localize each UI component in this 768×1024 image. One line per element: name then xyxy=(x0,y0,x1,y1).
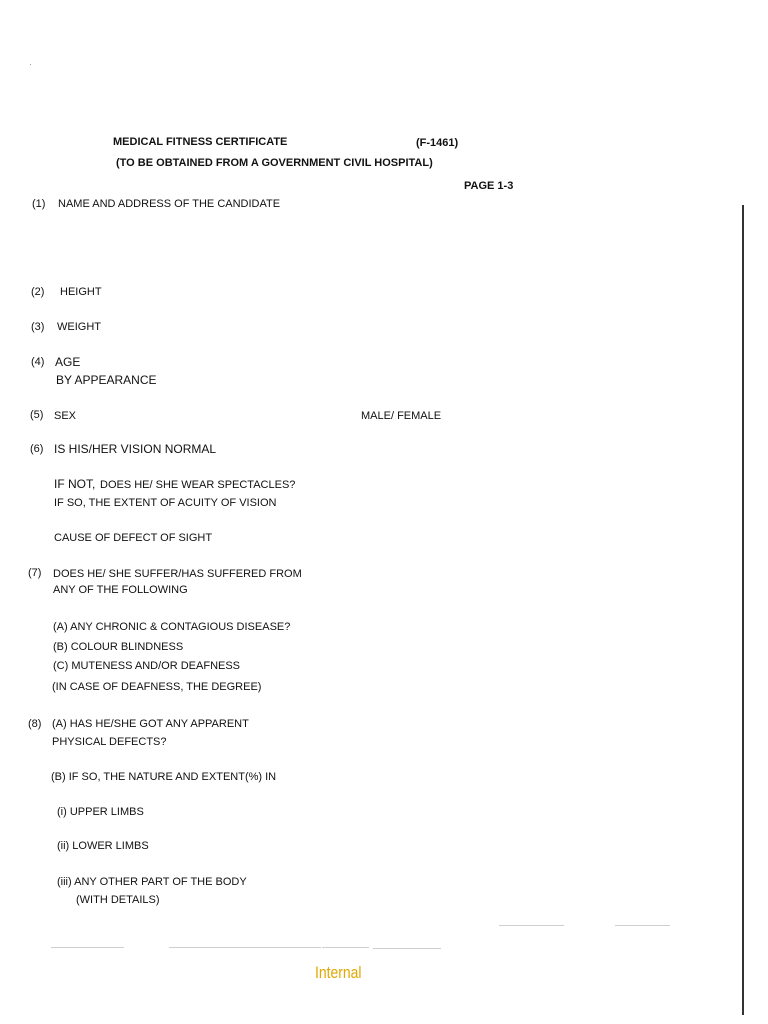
item-3-number: (3) xyxy=(31,321,45,333)
item-7-label: DOES HE/ SHE SUFFER/HAS SUFFERED FROM xyxy=(53,568,302,580)
blank-line xyxy=(322,947,369,948)
item-8-b: (B) IF SO, THE NATURE AND EXTENT(%) IN xyxy=(51,771,277,783)
item-2-label: HEIGHT xyxy=(60,286,102,298)
item-6-acuity: IF SO, THE EXTENT OF ACUITY OF VISION xyxy=(54,497,277,509)
right-border-line xyxy=(742,205,744,1015)
blank-line xyxy=(615,925,670,926)
item-7-number: (7) xyxy=(28,567,42,579)
item-7-c: (C) MUTENESS AND/OR DEAFNESS xyxy=(53,660,241,672)
item-8-iii-line2: (WITH DETAILS) xyxy=(76,894,160,906)
item-1-label: NAME AND ADDRESS OF THE CANDIDATE xyxy=(58,198,281,210)
item-6-cause: CAUSE OF DEFECT OF SIGHT xyxy=(54,532,213,544)
item-7-a: (A) ANY CHRONIC & CONTAGIOUS DISEASE? xyxy=(53,621,291,633)
item-7-label-line2: ANY OF THE FOLLOWING xyxy=(53,584,188,596)
blank-line xyxy=(499,925,564,926)
item-5-label: SEX xyxy=(54,410,77,422)
item-6-number: (6) xyxy=(30,443,44,455)
item-4-number: (4) xyxy=(31,356,45,368)
item-8-a: (A) HAS HE/SHE GOT ANY APPARENT xyxy=(52,718,249,730)
page-number: PAGE 1-3 xyxy=(464,180,514,192)
item-3-label: WEIGHT xyxy=(57,321,101,333)
item-2-number: (2) xyxy=(31,286,45,298)
item-8-a-line2: PHYSICAL DEFECTS? xyxy=(52,736,167,748)
item-7-d: (IN CASE OF DEAFNESS, THE DEGREE) xyxy=(52,681,262,693)
item-5-options: MALE/ FEMALE xyxy=(361,410,442,422)
item-5-number: (5) xyxy=(30,409,44,421)
scan-speck xyxy=(30,64,31,65)
item-4-sublabel: BY APPEARANCE xyxy=(56,373,157,387)
item-8-number: (8) xyxy=(28,718,42,730)
item-6-spectacles: DOES HE/ SHE WEAR SPECTACLES? xyxy=(100,479,296,491)
form-title: MEDICAL FITNESS CERTIFICATE xyxy=(113,136,288,148)
item-8-i: (i) UPPER LIMBS xyxy=(57,806,144,818)
item-6-label: IS HIS/HER VISION NORMAL xyxy=(54,442,217,456)
item-8-iii: (iii) ANY OTHER PART OF THE BODY xyxy=(57,876,247,888)
blank-line xyxy=(51,947,124,948)
form-code: (F-1461) xyxy=(416,137,459,149)
form-subtitle: (TO BE OBTAINED FROM A GOVERNMENT CIVIL HOSPITAL) xyxy=(116,157,433,169)
item-1-number: (1) xyxy=(32,198,46,210)
item-6-if-not: IF NOT, xyxy=(54,477,96,491)
item-7-b: (B) COLOUR BLINDNESS xyxy=(53,641,184,653)
classification-label: Internal xyxy=(315,963,362,982)
item-8-ii: (ii) LOWER LIMBS xyxy=(57,840,149,852)
blank-line xyxy=(373,948,441,949)
item-4-label: AGE xyxy=(55,355,81,369)
blank-line xyxy=(169,947,321,948)
